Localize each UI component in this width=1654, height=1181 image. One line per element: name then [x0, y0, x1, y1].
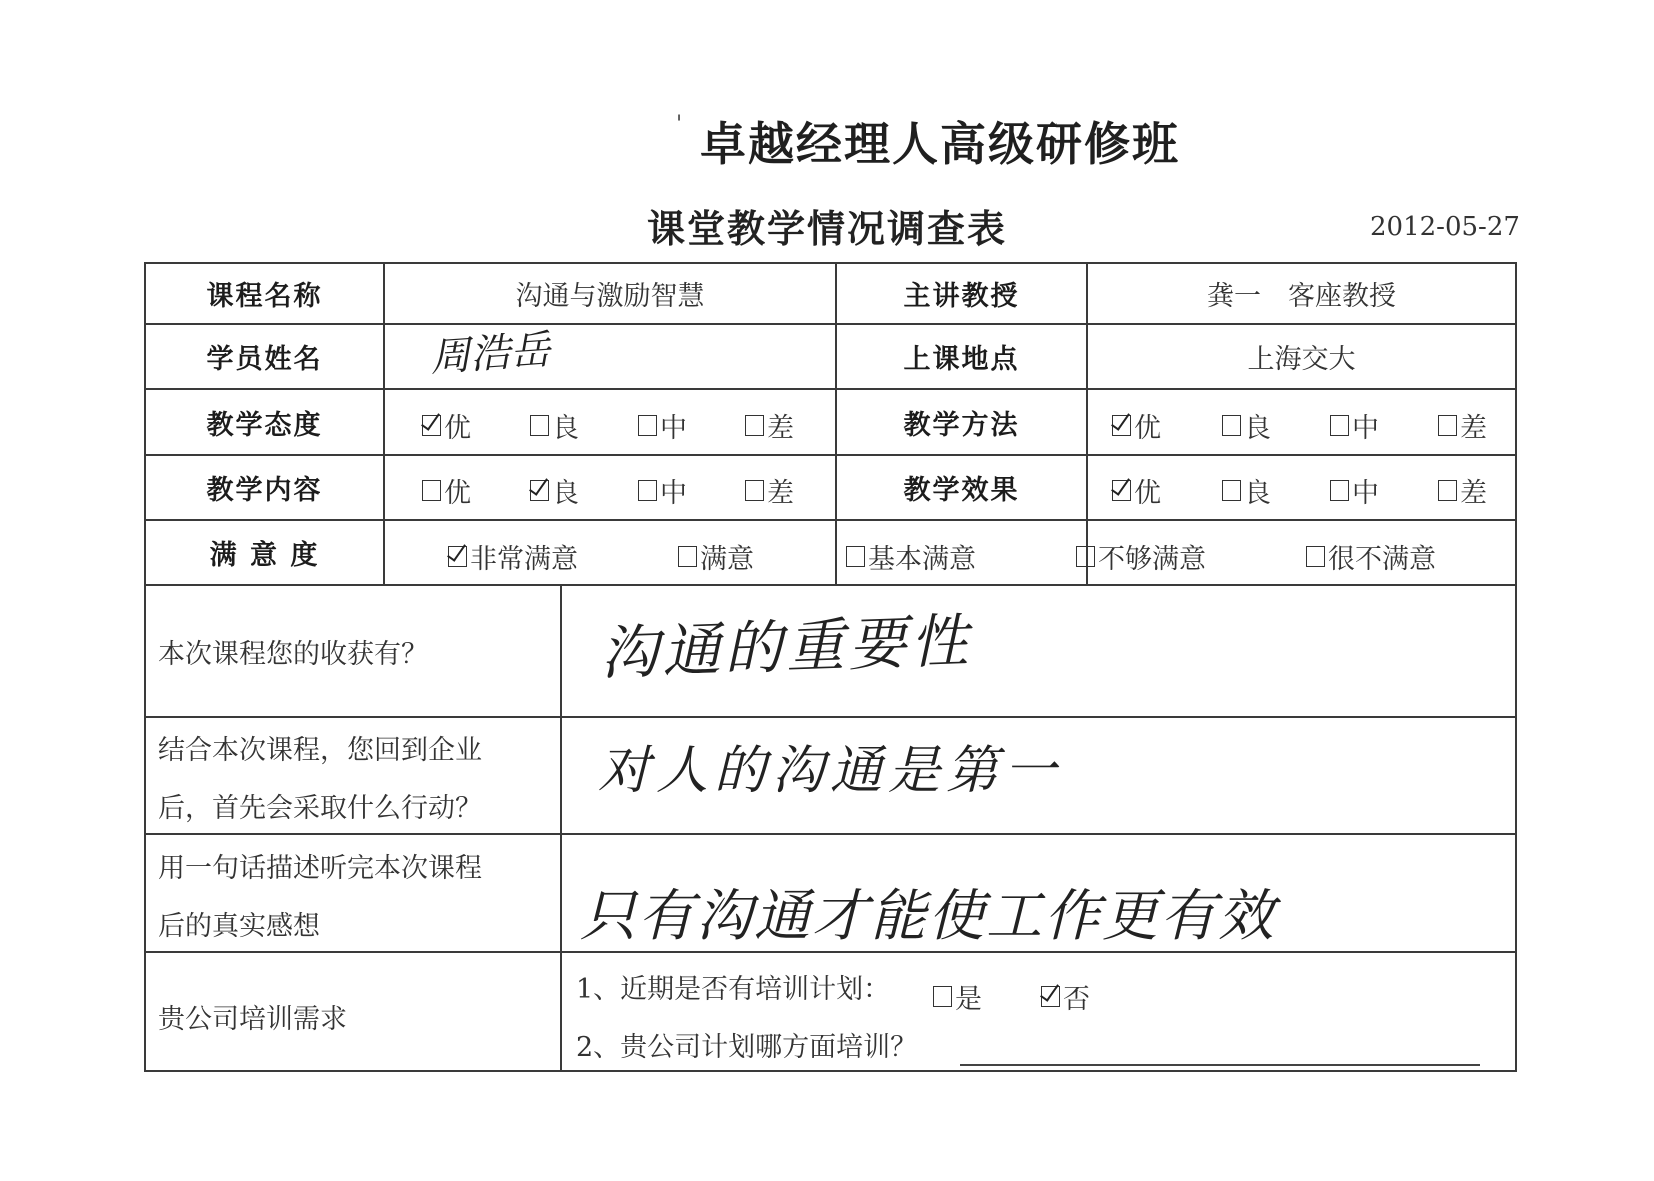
question-training-needs: 贵公司培训需求 [158, 1004, 347, 1035]
satisfaction-option-not-quite-satisfied[interactable]: 不够满意 [1076, 537, 1206, 576]
form-subtitle: 课堂教学情况调查表 [646, 207, 1007, 251]
label-teaching-attitude: 教学态度 [206, 409, 323, 441]
checkbox-checked[interactable] [448, 546, 467, 567]
checkbox[interactable] [678, 546, 697, 567]
satisfaction-option-basically-satisfied[interactable]: 基本满意 [846, 537, 976, 576]
effect-option-excellent[interactable]: 优 [1112, 471, 1161, 510]
checkbox-checked[interactable] [1112, 415, 1131, 436]
effect-option-poor[interactable]: 差 [1438, 471, 1487, 510]
satisfaction-option-satisfied[interactable]: 满意 [678, 537, 754, 576]
label-teaching-method: 教学方法 [903, 409, 1020, 441]
training-plan-question: 1、近期是否有培训计划： [576, 974, 891, 1005]
checkbox[interactable] [1222, 415, 1241, 436]
checkbox-checked[interactable] [422, 415, 441, 436]
tick-mark: ' [676, 112, 683, 137]
satisfaction-option-very-dissatisfied[interactable]: 很不满意 [1306, 537, 1436, 576]
question-impression-line1: 用一句话描述听完本次课程 [158, 853, 482, 884]
question-impression-line2: 后的真实感想 [158, 911, 320, 942]
attitude-option-average[interactable]: 中 [638, 406, 687, 445]
method-option-poor[interactable]: 差 [1438, 406, 1487, 445]
label-student-name: 学员姓名 [206, 344, 323, 375]
checkbox[interactable] [422, 480, 441, 501]
answer-action-handwritten[interactable]: 对人的沟通是第一 [598, 741, 1063, 801]
question-gains: 本次课程您的收获有？ [158, 639, 428, 670]
course-name-value: 沟通与激励智慧 [515, 281, 705, 312]
checkbox[interactable] [1306, 546, 1325, 567]
effect-option-average[interactable]: 中 [1330, 471, 1379, 510]
checkbox[interactable] [530, 415, 549, 436]
checkbox-checked[interactable] [1041, 986, 1060, 1007]
checkbox[interactable] [1222, 480, 1241, 501]
label-class-location: 上课地点 [903, 344, 1020, 375]
lecturer-value: 龚一 客座教授 [1207, 281, 1396, 312]
content-option-average[interactable]: 中 [638, 471, 687, 510]
question-action-line1: 结合本次课程，您回到企业 [158, 735, 482, 766]
answer-impression-handwritten[interactable]: 只有沟通才能使工作更有效 [580, 884, 1276, 949]
attitude-option-excellent[interactable]: 优 [422, 406, 471, 445]
class-location-value: 上海交大 [1247, 344, 1356, 375]
question-action-line2: 后，首先会采取什么行动？ [158, 793, 482, 824]
checkbox[interactable] [1330, 415, 1349, 436]
method-option-excellent[interactable]: 优 [1112, 406, 1161, 445]
answer-gains-handwritten[interactable]: 沟通的重要性 [599, 606, 974, 688]
label-teaching-effect: 教学效果 [903, 475, 1020, 506]
form-main-title: 卓越经理人高级研修班 [700, 117, 1180, 171]
checkbox-checked[interactable] [530, 480, 549, 501]
training-plan-option-yes[interactable]: 是 [933, 977, 982, 1016]
training-area-question: 2、贵公司计划哪方面培训？ [576, 1032, 918, 1063]
checkbox[interactable] [638, 480, 657, 501]
label-satisfaction: 满 意 度 [209, 540, 320, 571]
effect-option-good[interactable]: 良 [1222, 471, 1271, 510]
checkbox[interactable] [1438, 480, 1457, 501]
content-option-excellent[interactable]: 优 [422, 471, 471, 510]
label-course-name: 课程名称 [206, 281, 323, 312]
training-plan-option-no[interactable]: 否 [1041, 977, 1090, 1016]
checkbox[interactable] [1438, 415, 1457, 436]
form-date: 2012-05-27 [1370, 212, 1520, 242]
checkbox[interactable] [1076, 546, 1095, 567]
checkbox[interactable] [745, 480, 764, 501]
checkbox[interactable] [638, 415, 657, 436]
checkbox[interactable] [933, 986, 952, 1007]
attitude-option-poor[interactable]: 差 [745, 406, 794, 445]
attitude-option-good[interactable]: 良 [530, 406, 579, 445]
content-option-poor[interactable]: 差 [745, 471, 794, 510]
label-lecturer: 主讲教授 [903, 281, 1020, 312]
label-teaching-content: 教学内容 [206, 475, 323, 506]
satisfaction-option-very-satisfied[interactable]: 非常满意 [448, 537, 578, 576]
content-option-good[interactable]: 良 [530, 471, 579, 510]
training-area-answer-line[interactable] [960, 1064, 1480, 1066]
method-option-average[interactable]: 中 [1330, 406, 1379, 445]
checkbox-checked[interactable] [1112, 480, 1131, 501]
checkbox[interactable] [1330, 480, 1349, 501]
checkbox[interactable] [846, 546, 865, 567]
checkbox[interactable] [745, 415, 764, 436]
student-name-handwritten[interactable]: 周浩岳 [428, 326, 552, 382]
method-option-good[interactable]: 良 [1222, 406, 1271, 445]
